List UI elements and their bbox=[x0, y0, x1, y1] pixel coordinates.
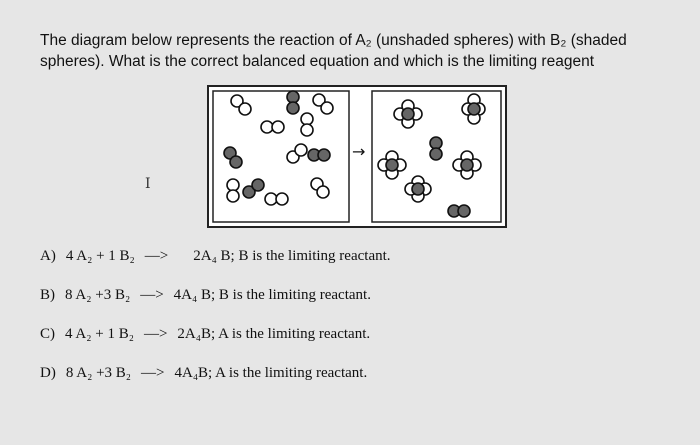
a-sphere bbox=[301, 113, 313, 125]
b-sphere bbox=[252, 179, 264, 191]
b-sphere bbox=[412, 183, 424, 195]
text-cursor-icon: I bbox=[145, 176, 151, 192]
choice-b[interactable] bbox=[40, 287, 391, 326]
b-sphere bbox=[230, 156, 242, 168]
choice-arrow: —> bbox=[140, 287, 164, 303]
molecule bbox=[453, 151, 481, 179]
a-sphere bbox=[227, 190, 239, 202]
molecule bbox=[301, 113, 313, 136]
reaction-arrow: → bbox=[352, 142, 366, 161]
molecule bbox=[448, 205, 470, 217]
question-text bbox=[40, 30, 680, 72]
molecule bbox=[287, 91, 299, 114]
a-sphere bbox=[227, 179, 239, 191]
a-sphere bbox=[276, 193, 288, 205]
molecule bbox=[227, 179, 239, 202]
choice-products: 4A₄B; A is the limiting reactant. bbox=[174, 365, 368, 381]
b-sphere bbox=[458, 205, 470, 217]
a-sphere bbox=[239, 103, 251, 115]
molecule bbox=[313, 94, 333, 114]
a-sphere bbox=[272, 121, 284, 133]
b-sphere bbox=[468, 103, 480, 115]
a-sphere bbox=[317, 186, 329, 198]
molecule bbox=[394, 100, 422, 128]
choice-reactants: 4 A₂ + 1 B₂ bbox=[65, 326, 134, 342]
molecule bbox=[231, 95, 251, 115]
molecule bbox=[243, 179, 264, 198]
molecule bbox=[462, 94, 485, 124]
answer-choices bbox=[40, 248, 391, 404]
a-sphere bbox=[301, 124, 313, 136]
molecule bbox=[287, 144, 307, 163]
choice-letter: C) bbox=[40, 326, 55, 342]
choice-arrow: —> bbox=[141, 365, 165, 381]
b-sphere bbox=[318, 149, 330, 161]
molecule bbox=[405, 176, 431, 202]
molecule bbox=[308, 149, 330, 161]
choice-letter: D) bbox=[40, 365, 56, 381]
molecule bbox=[224, 147, 242, 168]
choice-products: 4A₄ B; B is the limiting reactant. bbox=[173, 287, 371, 303]
molecule bbox=[265, 193, 288, 205]
choice-arrow: —> bbox=[144, 248, 169, 264]
question-line-1: The diagram below represents the reaction of A₂ (unshaded spheres) with B₂ (shaded bbox=[40, 32, 627, 49]
choice-reactants: 8 A₂ +3 B₂ bbox=[65, 287, 131, 303]
choice-c[interactable] bbox=[40, 326, 391, 365]
molecule bbox=[311, 178, 329, 198]
b-sphere bbox=[386, 159, 398, 171]
molecule bbox=[261, 121, 284, 133]
reaction-diagram-svg bbox=[209, 87, 505, 226]
b-sphere bbox=[430, 137, 442, 149]
reaction-diagram bbox=[207, 85, 507, 228]
b-sphere bbox=[461, 159, 473, 171]
choice-d[interactable] bbox=[40, 365, 391, 404]
choice-letter: B) bbox=[40, 287, 55, 303]
choice-a[interactable] bbox=[40, 248, 391, 287]
choice-letter: A) bbox=[40, 248, 56, 264]
choice-reactants: 4 A₂ + 1 B₂ bbox=[65, 248, 135, 264]
b-sphere bbox=[402, 108, 414, 120]
choice-reactants: 8 A₂ +3 B₂ bbox=[65, 365, 132, 381]
question-line-2: spheres). What is the correct balanced equation and which is the limiting reagent bbox=[40, 53, 594, 70]
a-sphere bbox=[295, 144, 307, 156]
b-sphere bbox=[287, 91, 299, 103]
choice-products: 2A₄ B; B is the limiting reactant. bbox=[193, 248, 391, 264]
molecule bbox=[378, 151, 406, 179]
b-sphere bbox=[430, 148, 442, 160]
molecule bbox=[430, 137, 442, 160]
b-sphere bbox=[287, 102, 299, 114]
choice-products: 2A₄B; A is the limiting reactant. bbox=[177, 326, 371, 342]
choice-arrow: —> bbox=[143, 326, 168, 342]
a-sphere bbox=[321, 102, 333, 114]
